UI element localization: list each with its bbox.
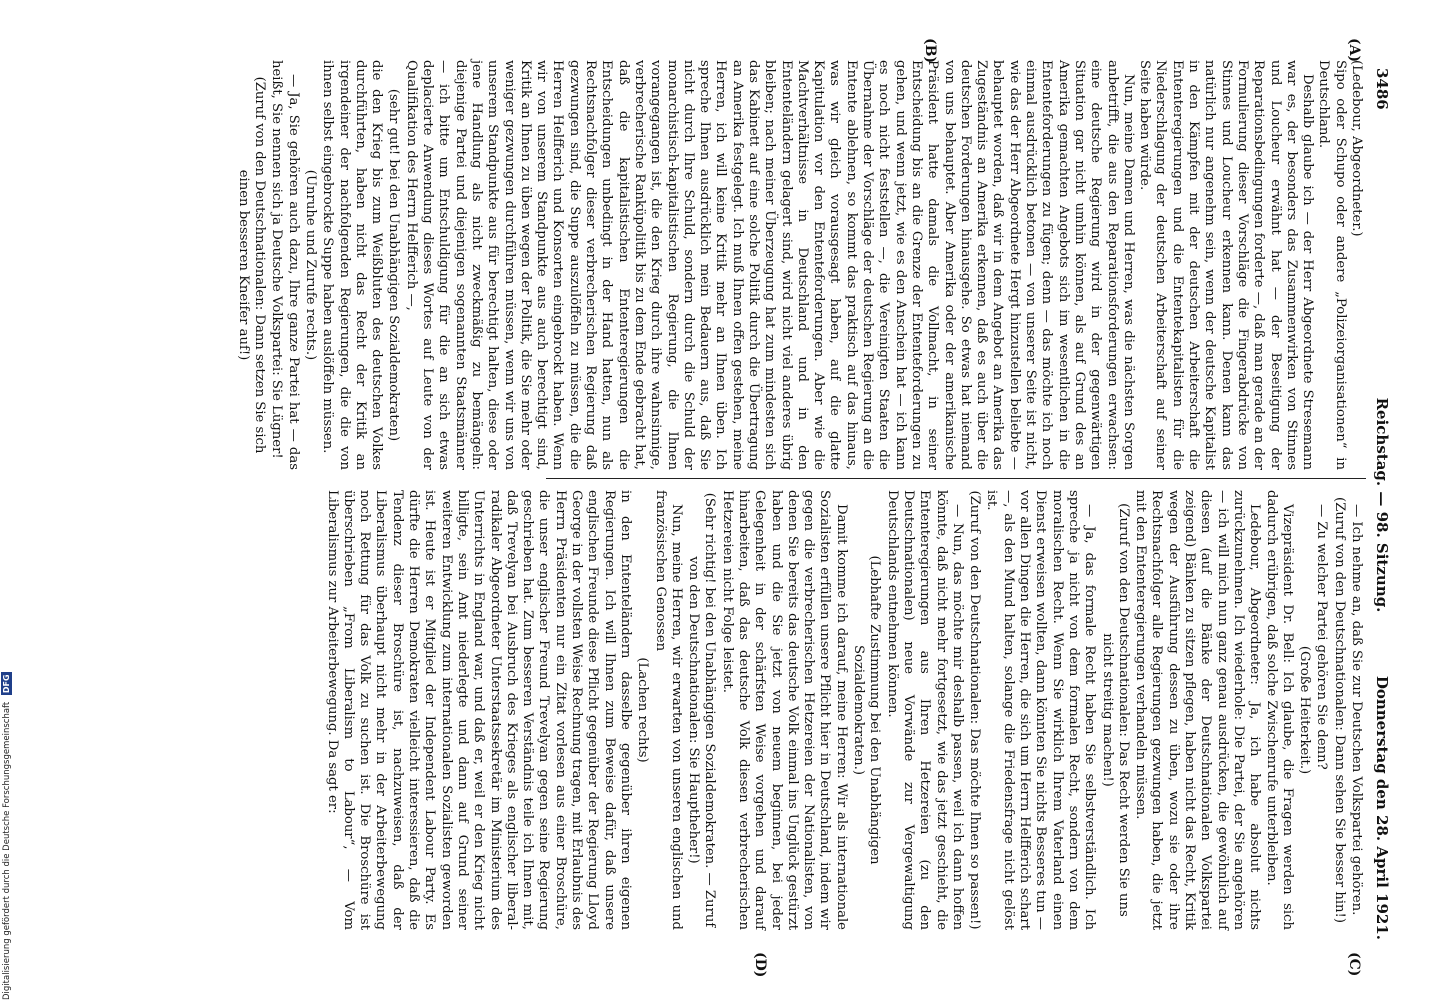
column-divider [546, 478, 1366, 479]
credit-text: Digitalisierung gefördert durch die Deutsche Forschungsgemeinschaft [2, 701, 12, 1000]
paragraph: Ledebour, Abgeordneter: Ja, ich habe absolut nichts zurückzunehmen. Ich wiederhole: Die Partei, der Sie angehören — ich will mich nun ganz genau ausdrücken, die gewöhnlich auf diesen (auf die Bänke der Deutschnationalen Volkspartei zeigend) Bänken zu sitzen pflegen, haben nicht das Recht, Kritik wegen der Ausführung dessen zu üben, wozu sie oder ihre Rechtsnachfolger alle Regierungen gezwungen haben, die jetzt mit den Ententeregierungen verhandeln müssen. [1133, 490, 1263, 930]
session-date: Donnerstag den 28. April 1921. [1373, 675, 1391, 940]
paragraph: — Ja, das formale Recht haben Sie selbstverständlich. Ich spreche ja nicht von dem formalen Recht, sondern von dem moralischen Recht. Wenn Sie wirklich Ihrem Vaterland einen Dienst erweisen wollten, dann könnten Sie nichts Besseres tun — vor allen Dingen die Herren, die sich um Herrn Helfferich schart —, als den Mund halten, solange die Friedensfrage nicht gelöst ist. [984, 490, 1098, 930]
margin-marker-b: (B) [922, 38, 938, 64]
paragraph: Sipo oder Schupo oder andere „Polizeiorganisationen“ in Deutschland. [1316, 60, 1348, 470]
digitization-credit [0, 0, 14, 1000]
stage-direction: (Unruhe und Zurufe rechts.) [303, 169, 318, 361]
stage-direction: (Große Heiterkeit.) [1297, 645, 1313, 775]
margin-marker-d: (D) [752, 952, 768, 978]
paragraph: Deshalb glaube ich — der Herr Abgeordnete Stresemann war es, der besonders das Zusammenwirken von Stinnes und Loucheur erwähnt hat — der Beseitigung der Reparationsbedingungen forderte —, daß man gerade an der Formulierung dieser Vorschläge die Fingerabdrücke von Stinnes und Loucheur erkennen kann. Denen kann das natürlich nur angenehm sein, wenn der deutsche Kapitalist in den Kämpfen mit der deutschen Arbeiterschaft die Ententeregierungen und die Ententekapitalisten für die Niederschlagung der deutschen Arbeiterschaft auf seiner Seite haben würde. [1137, 60, 1316, 470]
dfg-logo: DFG [2, 674, 11, 694]
margin-marker-a: (A) [1346, 38, 1362, 63]
newspaper-page [28, 0, 1408, 1000]
left-column [234, 60, 1364, 470]
paragraph: — Ja, Sie gehören auch dazu, Ihre ganze Partei hat — das heißt, Sie nennen sich ja Deutsche Volkspartei: Sie Lügner! [269, 60, 301, 470]
paragraph: Damit komme ich darauf, meine Herren: Wir als internationale Sozialisten erfüllen unsere Pflicht hier in Deutschland, indem wir gegen die verbrecherischen Hetzereien der Nationalisten, von denen Sie bereits das deutsche Volk einmal ins Unglück gestürzt haben und die Sie jetzt von neuem beginnen, bei jeder Gelegenheit in der schärfsten Weise vorgehen und darauf hinarbeiten, daß das deutsche Volk diesen verbrecherischen Hetzereien nicht Folge leistet. [719, 490, 849, 930]
stage-direction: (Sehr richtig! bei den Unabhängigen Sozialdemokraten. — Zuruf von den Deutschnationalen: Sie Hauptheher!) [686, 492, 718, 928]
stage-direction: (Lebhafte Zustimmung bei den Unabhängigen Sozialdemokraten.) [851, 555, 883, 865]
stage-direction: (Zuruf von den Deutschnationalen: Das möchte Ihnen so passen!) [967, 490, 983, 930]
stage-direction: (sehr gut! bei den Unabhängigen Sozialdemokraten) [386, 88, 402, 442]
paragraph: Vizepräsident Dr. Bell: Ich glaube, die Fragen werden sich dadurch erübrigen, daß solche Zwischenrufe unterbleiben. [1263, 490, 1295, 930]
right-column [323, 490, 1364, 930]
paragraph: — Nun, das möchte mir deshalb passen, weil ich dann hoffen könnte, daß nicht mehr fortgesetzt, wie das jetzt geschieht, die Ententeregierungen aus Ihren Hetzereien (zu den Deutschnationalen) neue Vorwände zur Vergewaltigung Deutschlands entnehmen können. [884, 490, 965, 930]
paragraph: — Ich nehme an, daß Sie zur Deutschen Volkspartei gehören. [1349, 504, 1364, 916]
stage-direction: (Zuruf von den Deutschnationalen: Das Recht werden Sie uns nicht streitig machen!) [1099, 503, 1131, 917]
page-number: 3486 [1373, 68, 1391, 110]
stage-direction: (Zuruf von den Deutschnationalen: Dann sehen Sie besser hin!) [1331, 497, 1347, 923]
stage-direction: (Lachen rechts) [635, 657, 651, 763]
paragraph: Nun, meine Herren, wir erwarten von unseren englischen und französischen Genossen [652, 490, 684, 930]
paragraph: die den Krieg bis zum Weißbluten des deutschen Volkes durchführten, haben nicht das Recht der Kritik an irgendeiner der nachfolgenden Regierungen, die die von ihnen selbst eingebrockte Suppe haben auslöffeln müssen. [320, 60, 385, 470]
page-title: Reichstag. — 98. Sitzung. [1373, 397, 1391, 613]
page-header [1366, 30, 1390, 980]
stage-direction: (Zuruf von den Deutschnationalen: Dann setzen Sie sich einen besseren Kneifer auf!) [235, 76, 268, 454]
paragraph: in den Ententeländern dasselbe gegenüber ihren eigenen Regierungen. Ich will Ihnen zum Beweise dafür, daß unsere englischen Freunde diese Pflicht gegenüber der Regierung Lloyd George in der vollsten Weise Rechnung tragen, mit Erlaubnis des Herrn Präsidenten nur ein Zitat vorlesen aus einer Broschüre, die unser englischer Freund Trevelyan gegen seine Regierung geschrieben hat. Zum besseren Verständnis teile ich Ihnen mit, daß Trevelyan bei Ausbruch des Krieges als englischer liberal-radikaler Abgeordneter Unterstaatssekretär im Ministerium des Unterrichts in England war, und daß er, weil er den Krieg nicht billigte, sein Amt niederlegte und dann auf Grund seiner weiteren Entwicklung zum internationalen Sozialisten geworden ist. Heute ist er Mitglied der Independent Labour Party. Es dürfte die Herren Demokraten vielleicht interessieren, daß die Tendenz dieser Broschüre ist, nachzuweisen, daß der Liberalismus überhaupt nicht mehr in der Arbeiterbewegung noch Rettung für das Volk zu suchen ist. Die Broschüre ist überschrieben „From Liberalism to Labour“, — Vom Liberalismus zur Arbeiterbewegung. Da sagt er: [324, 490, 633, 930]
paragraph: (Ledebour, Abgeordneter.) [1349, 60, 1364, 237]
margin-marker-c: (C) [1346, 952, 1362, 977]
paragraph: — Zu welcher Partei gehören Sie denn? [1314, 504, 1330, 770]
paragraph: Nun, meine Damen und Herren, was die nächsten Sorgen anbetrifft, die aus den Reparationsforderungen erwachsen: eine deutsche Regierung wird in der gegenwärtigen Situation gar nicht umhin können, als auf Grund des an Amerika gemachten Angebots sich im wesentlichen in die Ententeforderungen zu fügen; denn — das möchte ich noch einmal ausdrücklich betonen — von unserer Seite ist nicht, wie das der Herr Abgeordnete Hergt hinzustellen beliebte — behauptet worden, daß wir in dem Angebot an Amerika das Zugeständnis an Amerika erkennen, daß es auch über die deutschen Forderungen hinausgehe. So etwas hat niemand von uns behauptet. Aber Amerika oder der amerikanische Präsident hatte damals die Vollmacht, in seiner Entscheidung bis an die Grenze der Ententeforderungen zu gehen, und wenn jetzt, wie es den Anschein hat — ich kann es noch nicht feststellen —, die Vereinigten Staaten die Übernahme der Vorschläge der deutschen Regierung an die Entente ablehnen, so kommt das praktisch auf das hinaus, was wir gleich vorausgesagt haben, auf die glatte Kapitulation vor den Ententeforderungen. Aber wie die Machtverhältnisse in Deutschland und in den Ententeländern gelagert sind, wird nicht viel anderes übrig bleiben; nach meiner Überzeugung hat zum mindesten sich das Kabinett auf eine solche Politik durch die Übertragung an Amerika festgelegt. Ich muß Ihnen offen gestehen, meine Herren, ich will keine Kritik mehr an Ihnen üben. Ich spreche Ihnen ausdrücklich mein Bedauern aus, daß Sie nicht durch Ihre Schuld, sondern durch die Schuld der monarchistisch-kapitalistischen Regierung, die Ihnen vorangegangen ist, die den Krieg durch ihre wahnsinnige, verbrecherische Ranküpolitik bis zu dem Ende gebracht hat, daß die kapitalistischen Ententeregierungen die Entscheidungen unbedingt in der Hand hatten, nun als Rechtsnachfolger dieser verbrecherischen Regierung daß gezwungen sind, die Suppe auszulöffeln zu müssen, die die Herren Helfferich und Konsorten eingebrockt haben. Wenn wir von unserem Standpunkte aus auch berechtigt sind, Kritik an Ihnen zu üben wegen der Politik, die Sie mehr oder weniger gezwungen durchführen müssen, wenn wir uns von unserem Standpunkte aus für berechtigt halten, diese oder jene Handlung als nicht zweckmäßig zu bemängeln: diejenige Partei und diejenigen sogenannten Staatsmänner — ich bitte um Entschuldigung für die an sich etwas deplacierte Anwendung dieses Wortes auf Leute von der Qualifikation des Herrn Helfferich —, [403, 60, 1136, 470]
